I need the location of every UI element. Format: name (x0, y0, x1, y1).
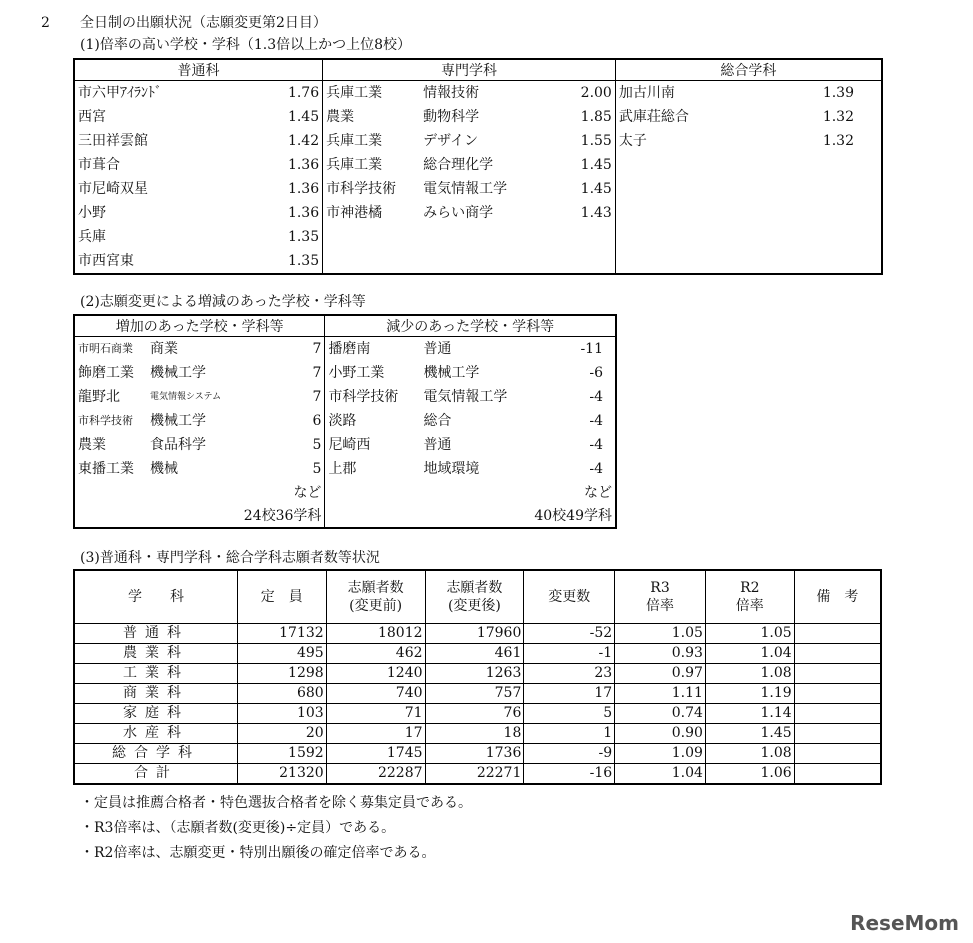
table-row (74, 704, 881, 724)
increase-etc: など (293, 485, 322, 501)
decrease-row (325, 337, 615, 361)
change-value: -6 (589, 365, 603, 381)
increase-row (75, 385, 324, 409)
decrease-row (325, 433, 615, 457)
r3-cell: 1.05 (615, 624, 706, 644)
increase-total: 24校36学科 (243, 508, 322, 524)
table-row (74, 764, 881, 785)
r2-cell: 1.08 (705, 664, 794, 684)
rate-value: 1.43 (580, 205, 612, 221)
teiin-cell: 680 (237, 684, 326, 704)
change-cell: -16 (524, 764, 615, 785)
school-name: 兵庫工業 (326, 133, 383, 149)
header-r2: R2 倍率 (705, 570, 794, 624)
table-row (74, 684, 881, 704)
table-row (74, 624, 881, 644)
course-name: 普通 (423, 437, 452, 453)
school-name: 三田祥雲館 (78, 133, 148, 149)
teiin-cell: 103 (237, 704, 326, 724)
table-row (74, 724, 881, 744)
before-cell: 740 (326, 684, 425, 704)
change-value: -4 (589, 437, 603, 453)
school-name: 農業 (326, 109, 355, 125)
sogo-row (616, 105, 881, 129)
course-name: 機械 (150, 461, 178, 477)
course-name: 電気情報システム (150, 392, 222, 402)
rate-value: 1.32 (822, 109, 854, 125)
school-name: 市明石商業 (78, 342, 133, 355)
change-cell: 1 (524, 724, 615, 744)
course-name: 電気情報工学 (423, 389, 508, 405)
section-number: 2 (41, 15, 50, 31)
school-name: 東播工業 (78, 461, 134, 477)
before-cell: 1240 (326, 664, 425, 684)
r3-cell: 0.93 (615, 644, 706, 664)
school-name: 市神港橘 (326, 205, 383, 221)
senmon-row (323, 177, 615, 201)
before-cell: 18012 (326, 624, 425, 644)
course-name: 総合理化学 (423, 157, 494, 173)
school-name: 武庫荘総合 (618, 109, 689, 125)
decrease-row (325, 457, 615, 481)
r2-cell: 1.05 (705, 624, 794, 644)
decrease-row (325, 409, 615, 433)
before-cell: 22287 (326, 764, 425, 785)
change-value: 7 (312, 341, 322, 357)
r3-cell: 1.09 (615, 744, 706, 764)
school-name: 市科学技術 (78, 414, 133, 427)
header-gakka: 学 科 (74, 570, 237, 624)
school-name: 淡路 (328, 413, 357, 429)
futsu-row (75, 105, 322, 129)
biko-cell (794, 704, 881, 724)
rate-value: 1.36 (287, 157, 320, 173)
subject-name: 総合学科 (74, 744, 237, 764)
rate-value: 1.45 (580, 181, 612, 197)
course-name: 情報技術 (423, 85, 480, 101)
r3-cell: 1.11 (615, 684, 706, 704)
change-value: 5 (312, 461, 322, 477)
increase-row (75, 337, 324, 361)
header-senmon: 専門学科 (323, 59, 616, 81)
after-cell: 757 (425, 684, 524, 704)
header-before: 志願者数 (変更前) (326, 570, 425, 624)
futsu-row (75, 177, 322, 201)
r2-cell: 1.08 (705, 744, 794, 764)
change-cell: -52 (524, 624, 615, 644)
school-name: 市六甲ｱｲﾗﾝﾄﾞ (78, 85, 162, 101)
course-name: 地域環境 (423, 461, 480, 477)
change-value: 7 (312, 389, 322, 405)
sogo-list (616, 81, 881, 153)
decrease-total: 40校49学科 (534, 508, 612, 524)
futsu-row (75, 153, 322, 177)
note-1: ・定員は推薦合格者・特色選抜合格者を除く募集定員である。 (80, 795, 472, 811)
table-row (74, 664, 881, 684)
senmon-row (323, 153, 615, 177)
course-name: 動物科学 (423, 109, 480, 125)
rate-value: 1.39 (822, 85, 854, 101)
teiin-cell: 495 (237, 644, 326, 664)
subject-name: 商業科 (74, 684, 237, 704)
biko-cell (794, 684, 881, 704)
increase-row (75, 457, 324, 481)
course-name: 電気情報工学 (423, 181, 508, 197)
teiin-cell: 21320 (237, 764, 326, 785)
school-name: 市科学技術 (326, 181, 397, 197)
after-cell: 18 (425, 724, 524, 744)
futsu-list (75, 81, 322, 273)
school-name: 兵庫 (78, 229, 106, 245)
subject-name: 農業科 (74, 644, 237, 664)
rate-value: 1.55 (580, 133, 612, 149)
r3-cell: 1.04 (615, 764, 706, 785)
change-value: -11 (580, 341, 603, 357)
note-2: ・R3倍率は、（志願者数(変更後)÷定員）である。 (80, 820, 396, 836)
subject-name: 合計 (74, 764, 237, 785)
subject-name: 普通科 (74, 624, 237, 644)
course-name: 食品科学 (150, 437, 206, 453)
increase-row (75, 433, 324, 457)
school-name: 市西宮東 (78, 253, 134, 269)
page-title: 全日制の出願状況（志願変更第2日目） (80, 15, 327, 31)
change-value: -4 (589, 389, 603, 405)
futsu-row (75, 249, 322, 273)
teiin-cell: 17132 (237, 624, 326, 644)
futsu-row (75, 201, 322, 225)
header-futsu: 普通科 (74, 59, 323, 81)
r3-cell: 0.90 (615, 724, 706, 744)
biko-cell (794, 724, 881, 744)
before-cell: 1745 (326, 744, 425, 764)
increase-row (75, 361, 324, 385)
biko-cell (794, 664, 881, 684)
before-cell: 462 (326, 644, 425, 664)
r3-cell: 0.97 (615, 664, 706, 684)
before-cell: 17 (326, 724, 425, 744)
rate-value: 1.76 (287, 85, 320, 101)
change-cell: -9 (524, 744, 615, 764)
change-value: 5 (312, 437, 322, 453)
header-increase: 増加のあった学校・学科等 (74, 315, 325, 337)
futsu-row (75, 225, 322, 249)
change-value: -4 (589, 413, 603, 429)
rate-value: 1.35 (287, 229, 320, 245)
senmon-row (323, 81, 615, 105)
applicants-table (73, 569, 882, 785)
school-name: 太子 (618, 133, 647, 149)
header-teiin: 定 員 (237, 570, 326, 624)
rate-value: 1.36 (287, 205, 320, 221)
course-name: 機械工学 (423, 365, 480, 381)
header-biko: 備 考 (794, 570, 881, 624)
teiin-cell: 20 (237, 724, 326, 744)
subject-name: 家庭科 (74, 704, 237, 724)
header-after: 志願者数 (変更後) (425, 570, 524, 624)
rate-value: 1.35 (287, 253, 320, 269)
senmon-row (323, 201, 615, 225)
school-name: 兵庫工業 (326, 157, 383, 173)
r2-cell: 1.06 (705, 764, 794, 785)
school-name: 市葺合 (78, 157, 120, 173)
after-cell: 461 (425, 644, 524, 664)
sogo-row (616, 129, 881, 153)
school-name: 小野工業 (328, 365, 385, 381)
school-name: 兵庫工業 (326, 85, 383, 101)
school-name: 尼崎西 (328, 437, 371, 453)
biko-cell (794, 764, 881, 785)
decrease-row (325, 361, 615, 385)
rate-value: 1.45 (580, 157, 612, 173)
r2-cell: 1.19 (705, 684, 794, 704)
course-name: 機械工学 (150, 365, 206, 381)
school-name: 播磨南 (328, 341, 371, 357)
table-row (74, 744, 881, 764)
after-cell: 17960 (425, 624, 524, 644)
resemom-logo: ReseMom (850, 911, 959, 935)
course-name: 普通 (423, 341, 452, 357)
school-name: 市科学技術 (328, 389, 399, 405)
school-name: 飾磨工業 (78, 365, 134, 381)
senmon-list (323, 81, 615, 225)
senmon-row (323, 129, 615, 153)
after-cell: 1263 (425, 664, 524, 684)
change-table (73, 314, 617, 529)
futsu-row (75, 81, 322, 105)
course-name: 総合 (423, 413, 452, 429)
course-name: 機械工学 (150, 413, 206, 429)
rate-value: 1.32 (822, 133, 854, 149)
decrease-list (325, 337, 615, 481)
increase-list (75, 337, 324, 481)
course-name: デザイン (423, 133, 479, 149)
school-name: 小野 (78, 205, 106, 221)
biko-cell (794, 744, 881, 764)
r3-cell: 0.74 (615, 704, 706, 724)
increase-row (75, 409, 324, 433)
section2-title: (2)志願変更による増減のあった学校・学科等 (80, 294, 366, 310)
table-row (74, 644, 881, 664)
course-name: みらい商学 (423, 205, 494, 221)
decrease-row (325, 385, 615, 409)
change-cell: 23 (524, 664, 615, 684)
change-cell: -1 (524, 644, 615, 664)
teiin-cell: 1298 (237, 664, 326, 684)
school-name: 上郡 (328, 461, 357, 477)
course-name: 商業 (150, 341, 178, 357)
rate-value: 1.36 (287, 181, 320, 197)
note-3: ・R2倍率は、志願変更・特別出願後の確定倍率である。 (80, 845, 436, 861)
biko-cell (794, 624, 881, 644)
after-cell: 76 (425, 704, 524, 724)
biko-cell (794, 644, 881, 664)
school-name: 加古川南 (618, 85, 675, 101)
futsu-row (75, 129, 322, 153)
change-cell: 17 (524, 684, 615, 704)
change-value: 6 (312, 413, 322, 429)
senmon-row (323, 105, 615, 129)
section1-title: (1)倍率の高い学校・学科（1.3倍以上かつ上位8校） (80, 37, 412, 53)
change-value: 7 (312, 365, 322, 381)
rate-value: 1.45 (287, 109, 320, 125)
school-name: 西宮 (78, 109, 106, 125)
school-name: 市尼崎双星 (78, 181, 148, 197)
teiin-cell: 1592 (237, 744, 326, 764)
change-cell: 5 (524, 704, 615, 724)
header-r3: R3 倍率 (615, 570, 706, 624)
section3-title: (3)普通科・専門学科・総合学科志願者数等状況 (80, 550, 380, 566)
school-name: 龍野北 (78, 389, 120, 405)
rate-value: 2.00 (580, 85, 612, 101)
r2-cell: 1.14 (705, 704, 794, 724)
header-sogo: 総合学科 (615, 59, 882, 81)
high-rate-table (73, 58, 883, 275)
r2-cell: 1.04 (705, 644, 794, 664)
subject-name: 水産科 (74, 724, 237, 744)
r2-cell: 1.45 (705, 724, 794, 744)
sogo-row (616, 81, 881, 105)
change-value: -4 (589, 461, 603, 477)
after-cell: 22271 (425, 764, 524, 785)
before-cell: 71 (326, 704, 425, 724)
header-change: 変更数 (524, 570, 615, 624)
decrease-etc: など (584, 485, 612, 501)
rate-value: 1.85 (580, 109, 612, 125)
rate-value: 1.42 (287, 133, 320, 149)
subject-name: 工業科 (74, 664, 237, 684)
after-cell: 1736 (425, 744, 524, 764)
header-decrease: 減少のあった学校・学科等 (325, 315, 616, 337)
school-name: 農業 (78, 437, 106, 453)
